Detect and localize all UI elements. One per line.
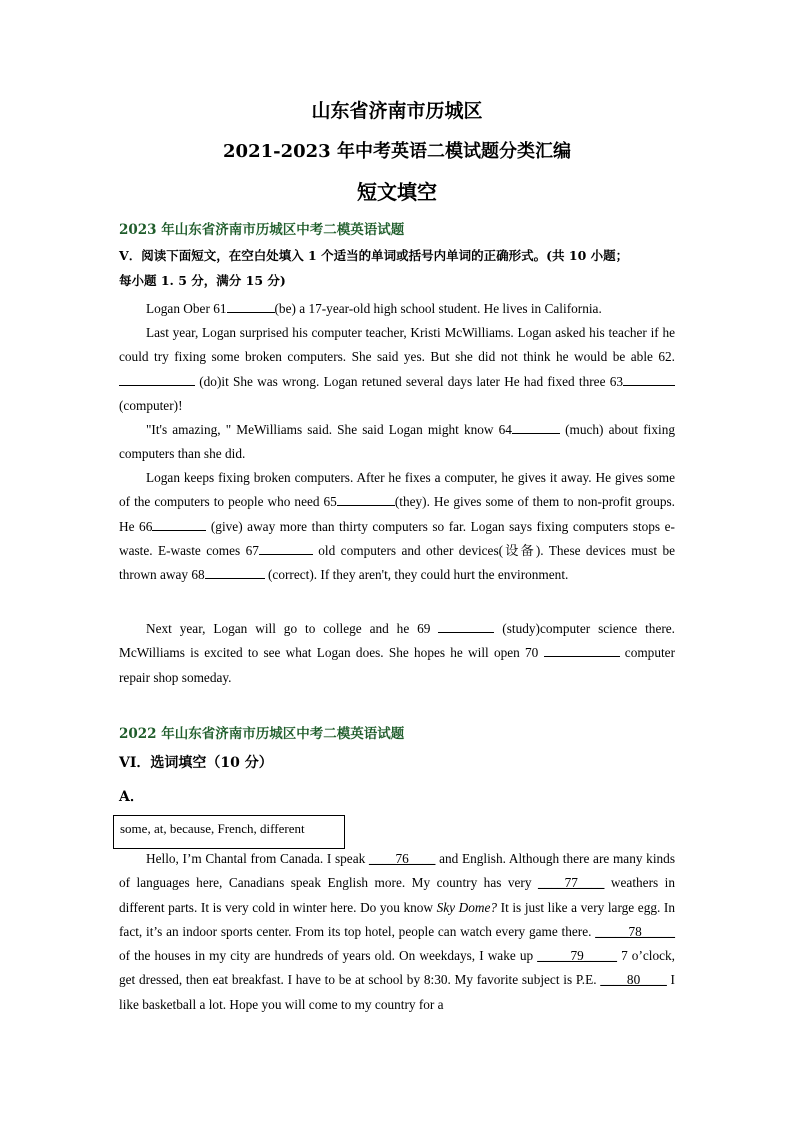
doc-title-region: 山东省济南市历城区 [311, 100, 483, 122]
blank-64[interactable] [512, 422, 560, 434]
doc-title-years: 2021-2023 年中考英语二模试题分类汇编 [223, 141, 571, 162]
passage-paragraph-2: Last year, Logan surprised his computer teacher, Kristi McWilliams. Logan asked his teacher if he could try fixing some broken computers. She said yes. But she did not think he would be able 62. (do)it She was wrong. Logan retuned several days later He had fixed three 63(computer)! [119, 325, 675, 413]
blank-68[interactable] [205, 567, 265, 579]
passage-paragraph-1: Logan Ober 61 (be) a 17-year-old high school student. He lives in California. [146, 301, 602, 316]
blank-78[interactable]: _____78_____ [595, 923, 675, 939]
section-heading-2023: 2023 年山东省济南市历城区中考二模英语试题 [119, 222, 405, 238]
instruction-line-2: 每小题 1. 5 分，满分 15 分) [119, 273, 286, 288]
passage-paragraph-choice: Hello, I’m Chantal from Canada. I speak ____76____ and English. Although there are many kinds of languages here, Canadians speak English more. My country has very ____77____ weathers in different parts. It is very cold in winter here. Do you know Sky Dome? It is just like a very large egg. In fact, it’s an indoor sports center. From its top hotel, people can watch every game there. _____78_____ of the houses in my city are hundreds of years old. On weekdays, I wake up _____79_____ 7 o’clock, get dressed, then eat breakfast. I have to be at school by 8:30. My favorite subject is P.E. ____80____ I like basketball a lot. Hope you will come to my country for a [119, 851, 675, 1012]
sky-dome-text: Sky Dome? [436, 899, 498, 915]
doc-title-topic: 短文填空 [357, 180, 437, 204]
section-heading-2022: 2022 年山东省济南市历城区中考二模英语试题 [119, 726, 405, 742]
word-bank-box [113, 815, 345, 849]
blank-69[interactable] [438, 621, 494, 633]
blank-80[interactable]: ____80____ [600, 972, 667, 988]
blank-77[interactable]: ____77____ [537, 875, 605, 891]
blank-66[interactable] [152, 519, 206, 531]
blank-63[interactable] [623, 374, 675, 386]
blank-70[interactable] [544, 645, 620, 657]
blank-62[interactable] [119, 374, 195, 386]
instruction-line-1: V．阅读下面短文，在空白处填入 1 个适当的单词或括号内单词的正确形式。(共 10 小题； [119, 248, 629, 263]
part-heading: VI．选词填空（10 分） [119, 755, 273, 771]
word-bank-text: some, at, because, French, different [120, 821, 305, 836]
passage-paragraph-3: "It's amazing, " MeWilliams said. She said Logan might know 64 (much) about fixing computers than she did. [119, 422, 675, 462]
blank-79[interactable]: _____79_____ [537, 948, 617, 964]
sub-heading-a: A． [119, 789, 144, 805]
passage-paragraph-5: Next year, Logan will go to college and he 69 (study)computer science there. McWilliams is excited to see what Logan does. She hopes he will open 70 computer repair shop someday. [119, 621, 676, 685]
instruction-text [119, 243, 675, 293]
blank-61[interactable] [227, 301, 275, 313]
blank-76[interactable]: ____76____ [368, 851, 436, 866]
blank-65[interactable] [337, 494, 395, 506]
blank-67[interactable] [259, 543, 313, 555]
passage-paragraph-4: Logan keeps fixing broken computers. After he fixes a computer, he gives it away. He gives some of the computers to people who need 65 (they). He gives some of them to non-profit groups. He 66 (give) away more than thirty computers so far. Logan says fixing computers stops e-waste. E-waste comes 67 old computers and other devices(设备). These devices must be thrown away 68 (correct). If they aren't, they could hurt the environment. [119, 470, 676, 583]
